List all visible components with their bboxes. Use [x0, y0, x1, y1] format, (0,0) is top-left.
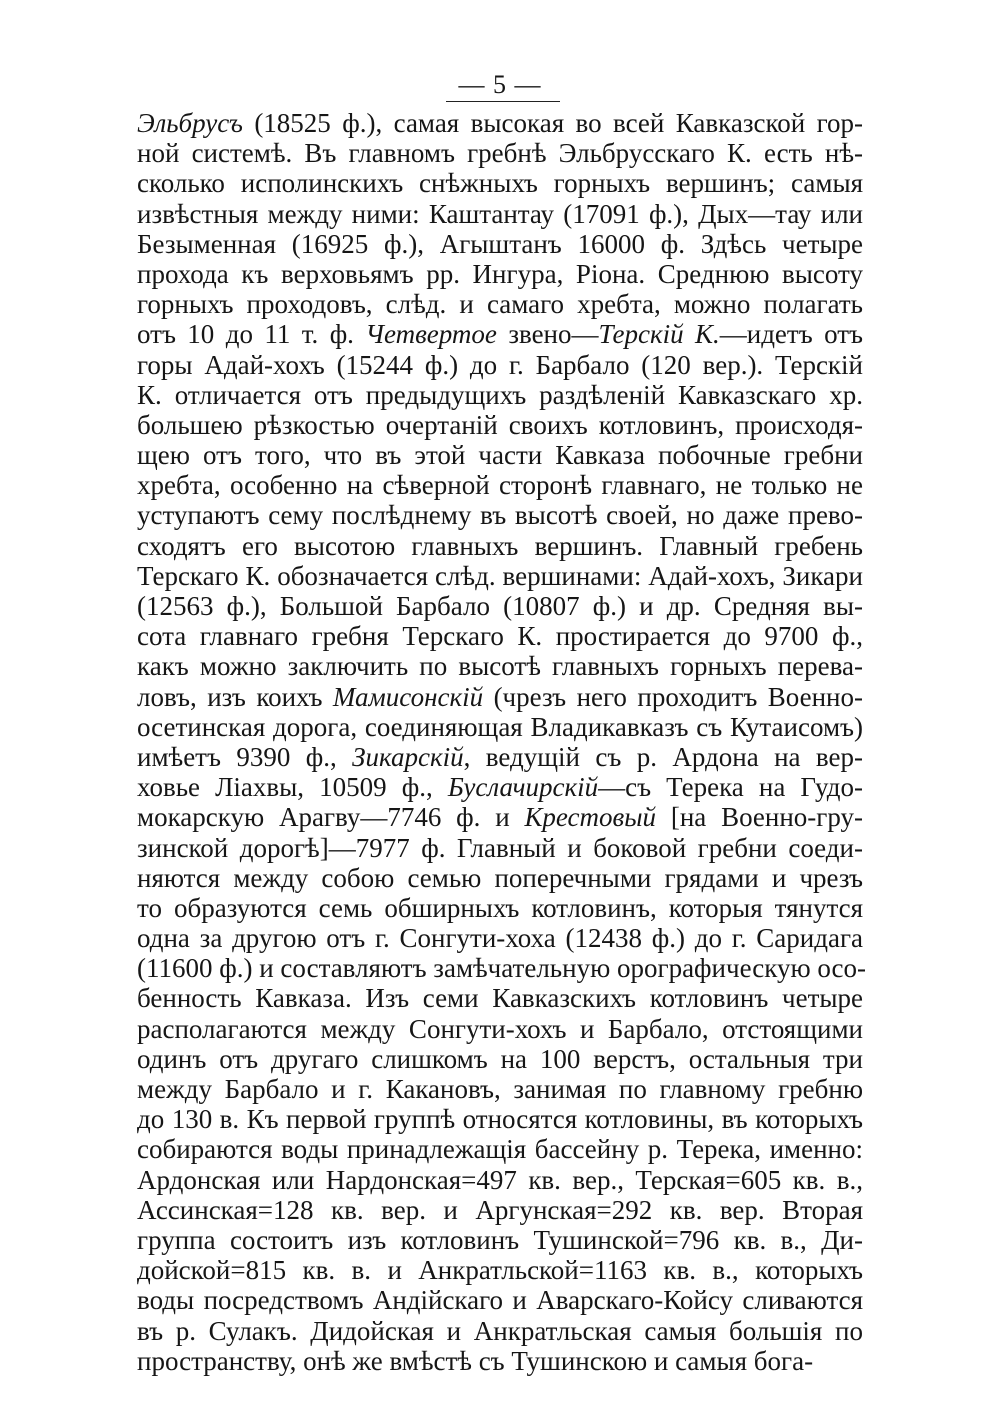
- text-line: [137, 1165, 863, 1195]
- text-line: [137, 440, 863, 470]
- text-line: [137, 531, 863, 561]
- italic-term: Терскій К.: [598, 319, 720, 350]
- text-run: зинской дорогѣ]—7977 ф. Главный и боковой гребни соеди-: [137, 832, 863, 863]
- page-number: — 5 —: [458, 70, 542, 99]
- text-run: большею рѣзкостью очертаній своихъ котловинъ, происходя-: [137, 409, 863, 440]
- text-line: [137, 319, 863, 349]
- text-line: [137, 500, 863, 530]
- text-run: (12563 ф.), Большой Барбало (10807 ф.) и др. Средняя вы-: [137, 591, 863, 621]
- text-line: [137, 1285, 863, 1315]
- text-run: одна за другою отъ г. Сонгути-хоха (12438 ф.) до г. Саридага: [137, 923, 863, 954]
- text-run: —съ Терека на Гудо-: [598, 772, 863, 803]
- header-rule: [446, 101, 560, 102]
- italic-term: Буслачирскій: [447, 772, 599, 803]
- text-line: [137, 380, 863, 410]
- text-run: , ведущій съ р. Ардона на вер-: [463, 741, 863, 772]
- text-run: звено—: [496, 319, 599, 350]
- text-run: прохода къ верховьямъ рр. Ингура, Ріона. Среднюю высоту: [137, 258, 863, 289]
- text-run: извѣстныя между ними: Каштантау (17091 ф.), Дых—тау или: [137, 198, 863, 229]
- text-line: [137, 168, 863, 198]
- text-line: [137, 470, 863, 500]
- text-run: одинъ отъ другаго слишкомъ на 100 верстъ, остальныя три: [137, 1043, 863, 1074]
- text-line: [137, 772, 863, 802]
- text-run: щею отъ того, что въ этой части Кавказа побочные гребни: [137, 440, 863, 471]
- text-run: группа состоитъ изъ котловинъ Тушинской=796 кв. в., Ди-: [137, 1224, 863, 1255]
- text-line: [137, 953, 867, 984]
- text-run: няются между собою семью поперечными грядами и чрезъ: [137, 862, 863, 893]
- text-run: располагаются между Сонгути-хохъ и Барбало, отстоящими: [137, 1013, 863, 1044]
- text-run: горныхъ проходовъ, слѣд. и самаго хребта, можно полагать: [137, 289, 863, 320]
- text-line: [137, 682, 863, 712]
- text-run: К. отличается отъ предыдущихъ раздѣленій Кавказскаго хр.: [137, 379, 863, 410]
- text-line: [137, 1316, 863, 1346]
- text-line: [137, 1255, 863, 1285]
- text-run: [на Военно-гру-: [656, 802, 863, 833]
- text-run: (чрезъ него проходитъ Военно-: [483, 681, 863, 712]
- text-line: [137, 1014, 863, 1044]
- text-run: осетинская дорога, соединяющая Владикавказъ съ Кутаисомъ): [137, 711, 863, 742]
- italic-term: Эльбрусъ: [137, 108, 243, 138]
- text-run: до 130 в. Къ первой группѣ относятся котловины, въ которыхъ: [137, 1104, 863, 1135]
- text-run: ховье Ліахвы, 10509 ф.,: [137, 772, 448, 803]
- text-run: сходятъ его высотою главныхъ вершинъ. Главный гребень: [137, 530, 863, 561]
- text-run: Ассинская=128 кв. вер. и Аргунская=292 кв. вер. Вторая: [137, 1194, 863, 1225]
- italic-term: Крестовый: [524, 802, 657, 833]
- italic-term: Мамисонскій: [332, 681, 484, 712]
- text-run: бенность Кавказа. Изъ семи Кавказскихъ котловинъ четыре: [137, 983, 863, 1014]
- text-run: собираются воды принадлежащія бассейну р. Терека, именно:: [137, 1134, 863, 1165]
- text-run: Безыменная (16925 ф.), Агыштанъ 16000 ф. Здѣсь четыре: [137, 228, 863, 259]
- text-line: [137, 1044, 863, 1074]
- italic-term: Зикарскій: [352, 741, 464, 772]
- text-run: въ р. Сулакъ. Дидойская и Анкратльская самыя большія по: [137, 1315, 863, 1346]
- text-line: [137, 863, 863, 893]
- text-line: [137, 1104, 863, 1134]
- text-line: [137, 893, 863, 923]
- text-line: [137, 1074, 863, 1104]
- text-run: дойской=815 кв. в. и Анкратльской=1163 кв. в., которыхъ: [137, 1255, 863, 1286]
- text-run: отъ 10 до 11 т. ф.: [137, 319, 366, 350]
- text-run: горы Адай-хохъ (15244 ф.) до г. Барбало (120 вер.). Терскій: [137, 349, 863, 380]
- text-line: [137, 199, 863, 229]
- text-line: [137, 138, 863, 168]
- text-line: [137, 561, 863, 591]
- text-line: [137, 1225, 863, 1255]
- text-line: [137, 802, 863, 832]
- text-run: какъ можно заключить по высотѣ главныхъ горныхъ перева-: [137, 651, 863, 682]
- text-run: ной системѣ. Въ главномъ гребнѣ Эльбрусскаго К. есть нѣ-: [137, 138, 863, 169]
- text-line: [137, 1346, 863, 1376]
- text-line: [137, 410, 863, 440]
- text-run: мокарскую Арагву—7746 ф. и: [137, 802, 525, 833]
- text-line: [137, 591, 863, 621]
- body-text: [137, 108, 867, 1376]
- text-run: Терскаго К. обозначается слѣд. вершинами: Адай-хохъ, Зикари: [137, 560, 863, 591]
- text-line: [137, 289, 863, 319]
- text-run: сота главнаго гребня Терскаго К. простирается до 9700 ф.,: [137, 621, 863, 652]
- text-run: между Барбало и г. Какановъ, занимая по главному гребню: [137, 1074, 863, 1104]
- text-run: воды посредствомъ Андійскаго и Аварскаго-Койсу сливаются: [137, 1285, 863, 1316]
- text-line: [137, 983, 863, 1013]
- text-run: то образуются семь обширныхъ котловинъ, которыя тянутся: [137, 892, 863, 923]
- text-line: [137, 742, 863, 772]
- text-run: имѣетъ 9390 ф.,: [137, 741, 353, 772]
- text-run: (11600 ф.) и составляютъ замѣчательную орографическую осо-: [137, 953, 867, 984]
- text-run: хребта, особенно на сѣверной сторонѣ главнаго, не только не: [137, 470, 863, 501]
- text-run: сколько исполинскихъ снѣжныхъ горныхъ вершинъ; самыя: [137, 168, 863, 199]
- text-run: Ардонская или Нардонская=497 кв. вер., Терская=605 кв. в.,: [137, 1164, 863, 1195]
- text-line: [137, 229, 863, 259]
- italic-term: Четвертое: [365, 319, 497, 350]
- text-line: [137, 108, 863, 138]
- text-line: [137, 1195, 863, 1225]
- text-run: —идетъ отъ: [719, 319, 863, 350]
- text-line: [137, 833, 863, 863]
- text-run: (18525 ф.), самая высокая во всей Кавказской гор-: [242, 108, 863, 138]
- text-run: пространству, онѣ же вмѣстѣ съ Тушинскою и самыя бога-: [137, 1345, 814, 1376]
- text-line: [137, 712, 863, 742]
- text-run: уступаютъ сему послѣднему въ высотѣ своей, но даже прево-: [137, 500, 863, 531]
- text-line: [137, 651, 863, 681]
- text-run: ловъ, изъ коихъ: [137, 681, 333, 712]
- text-line: [137, 1134, 863, 1164]
- text-line: [137, 350, 863, 380]
- text-line: [137, 621, 863, 651]
- text-line: [137, 923, 863, 953]
- text-line: [137, 259, 863, 289]
